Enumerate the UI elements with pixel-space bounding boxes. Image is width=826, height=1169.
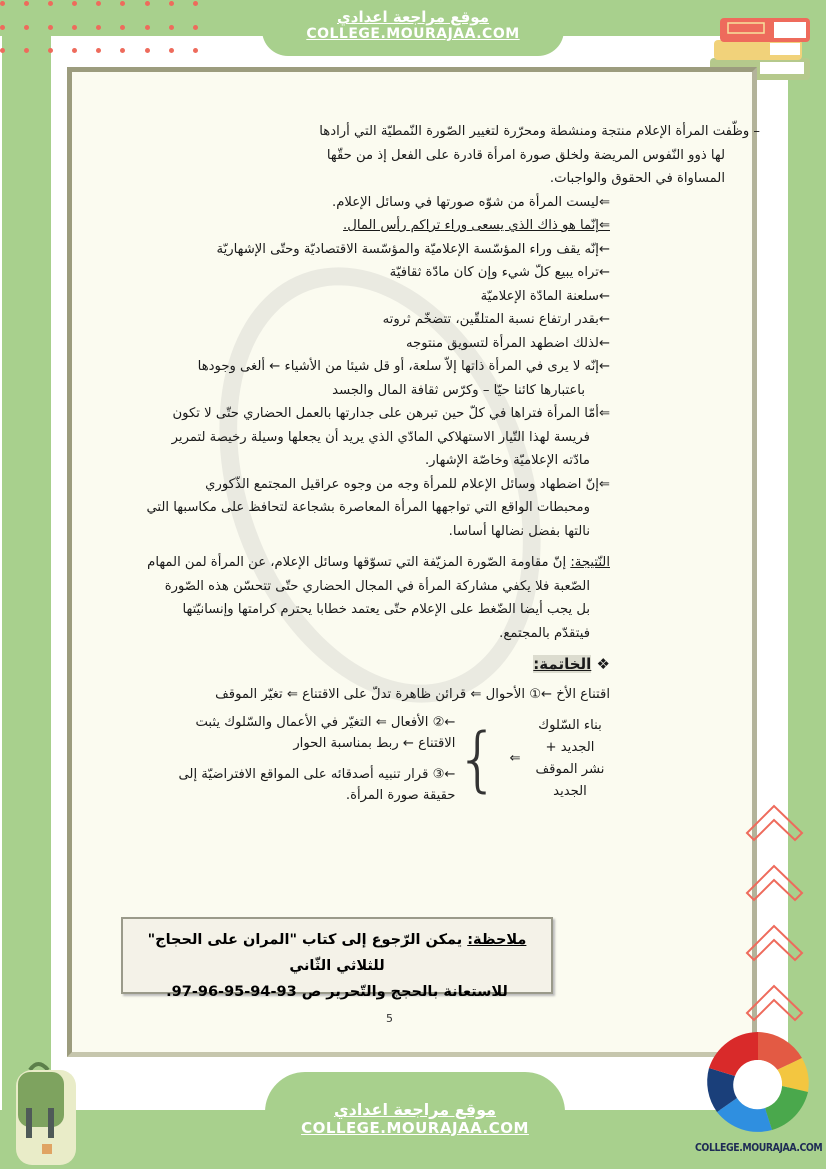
arrow-item: باعتبارها كائنا حيّا – وكرّس ثقافة المال والجسد — [332, 382, 585, 398]
conclusion-title: الخاتمة: — [533, 655, 592, 673]
result-line — [100, 551, 760, 575]
footer-banner — [265, 1072, 565, 1169]
header-site-url[interactable]: COLLEGE.MOURAJAA.COM — [306, 26, 520, 42]
flow-diagram — [100, 712, 760, 806]
branch-list — [155, 712, 455, 806]
arrow-item: ←إنّه يقف وراء المؤسّسة الإعلاميّة والمؤسّسة الاقتصاديّة وحتّى الإشهاريّة — [216, 241, 610, 257]
result-line: فيتقدّم بالمجتمع. — [499, 625, 590, 641]
paragraph-line: فريسة لهذا التّيار الاستهلاكي المادّي الذي يريد أن يجعلها وسيلة رخيصة لتمرير — [171, 429, 590, 445]
arrow-item: ←بقدر ارتفاع نسبة المتلقّين، تتضخّم ثروته — [382, 312, 610, 327]
note-label: ملاحظة: — [467, 932, 527, 948]
outcome-box: بناء السّلوك الجديد + نشر الموقف الجديد — [535, 718, 605, 799]
arrow-item: ←تراه يبيع كلّ شيء وإن كان مادّة ثقافيّة — [389, 265, 610, 280]
paragraph-line: المساواة في الحقوق والواجبات. — [549, 171, 725, 186]
paragraph-line: ومحبطات الواقع التي تواجهها المرأة المعاصرة بشجاعة لتحافظ على مكاسبها التي — [146, 500, 590, 515]
logo-url[interactable]: COLLEGE.MOURAJAA.COM — [695, 1141, 823, 1154]
site-logo-icon — [697, 1030, 819, 1135]
left-green-strip — [2, 36, 51, 1169]
brace-icon: } — [455, 718, 500, 800]
decorative-dots — [0, 0, 200, 52]
flow-line: اقتناع الأخ ←① الأحوال ⇐ قرائن ظاهرة تدلّ على الاقتناع ⇐ تغيّر الموقف — [215, 686, 610, 702]
paragraph-line: – وظّفت المرأة الإعلام منتجة ومنشطة ومحرّرة لتغيير الصّورة النّمطيّة التي أرادها — [319, 124, 760, 139]
document-content — [100, 120, 760, 806]
paragraph-line: ⇐أمّا المرأة فتراها في كلّ حين تبرهن على جدارتها بالعمل الحضاري حتّى لا تكون — [172, 406, 610, 421]
arrow-item: ←إنّه لا يرى في المرأة ذاتها إلاّ سلعة، أو قل شيئا من الأشياء ← ألغى وجودها — [197, 359, 610, 374]
arrow-item: ←سلعنة المادّة الإعلاميّة — [480, 288, 610, 304]
conclusion-line: ⇐إنّما هو ذاك الذي يسعى وراء تراكم رأس المال. — [343, 218, 610, 233]
conclusion-heading — [100, 653, 760, 677]
diamond-bullet-icon: ❖ — [596, 655, 610, 673]
arrow-item: ←لذلك اضطهد المرأة لتسويق منتوجه — [405, 335, 610, 351]
header-site-name[interactable]: موقع مراجعة اعدادي — [337, 8, 489, 26]
page-number: 5 — [386, 1012, 393, 1025]
result-line: الصّعبة فلا يكفي مشاركة المرأة في المجال الحضاري حتّى تتحسّن هذه الصّورة — [164, 578, 590, 594]
paragraph-line: لها ذوو النّفوس المريضة ولخلق صورة امرأة قادرة على الفعل إذ من حقّها — [326, 147, 725, 163]
result-label: النّتيجة: — [570, 555, 610, 570]
header-banner — [262, 0, 564, 56]
paragraph-line: نالتها بفضل نضالها أساسا. — [448, 523, 590, 539]
note-text: للاستعانة بالحجج والتّحرير ص 93-94-95-96-97. — [166, 984, 508, 1000]
branch-item: ←② الأفعال ⇐ التغيّر في الأعمال والسّلوك يثبت الاقتناع ← ربط بمناسبة الحوار — [195, 715, 456, 751]
note-box — [121, 917, 553, 1000]
paragraph-line: مادّته الإعلاميّة وخاصّة الإشهار. — [424, 453, 590, 468]
paragraph-line: ⇐إنّ اضطهاد وسائل الإعلام للمرأة وجه من وجوه عراقيل المجتمع الذّكوري — [205, 476, 610, 492]
conclusion-line: ⇐ليست المرأة من شوّه صورتها في وسائل الإعلام. — [332, 194, 610, 210]
implies-arrow-icon: ⇐ — [509, 751, 521, 767]
footer-site-name[interactable]: موقع مراجعة اعدادي — [333, 1100, 497, 1119]
note-text: يمكن الرّجوع إلى كتاب "المران على الحجاج" للثلاثي الثّاني — [147, 932, 468, 974]
result-text: إنّ مقاومة الصّورة المزيّفة التي تسوّقها وسائل الإعلام، عن المرأة لمن المهام — [147, 555, 571, 570]
backpack-icon — [8, 1058, 88, 1168]
result-line: بل يجب أيضا الضّغط على الإعلام حتّى يعتمد خطابا يحترم كرامتها وإنسانيّتها — [182, 602, 590, 617]
chevron-up-decoration-icon — [732, 800, 822, 1030]
footer-site-url[interactable]: COLLEGE.MOURAJAA.COM — [301, 1119, 529, 1137]
branch-item: ←③ قرار تنبيه أصدقائه على المواقع الافتراضيّة إلى حقيقة صورة المرأة. — [178, 767, 456, 803]
